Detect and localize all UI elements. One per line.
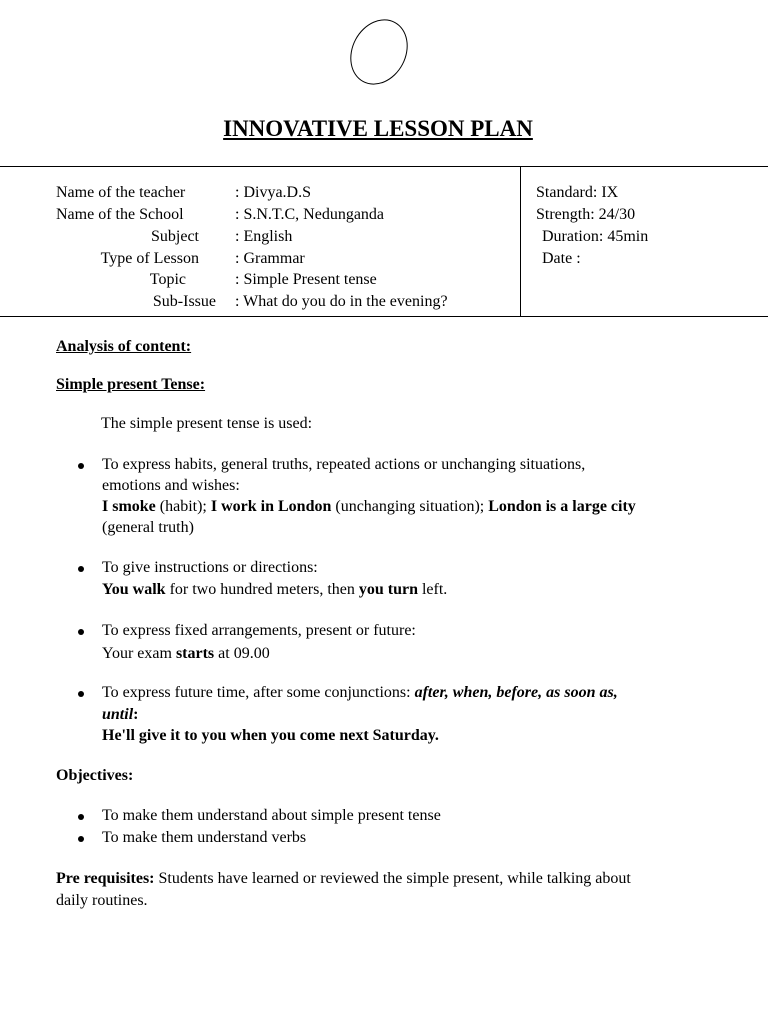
analysis-heading: Analysis of content: [56,338,192,355]
example-starts: starts [175,645,215,662]
prerequisites-label: Pre requisites: [56,870,155,887]
oval-sketch [339,9,419,94]
example-time: at 09.00 [214,645,270,662]
bullet-arrangements-example [102,645,270,663]
example-london-large-city: London is a large city [488,498,636,515]
bullet-future-line1 [102,684,618,702]
subject-label: Subject [151,228,199,245]
bullet-instructions-example [102,581,447,599]
top-rule [0,166,768,167]
conjunctions-text: after, when, before, as soon as, [414,684,618,701]
subject-value: : English [235,228,293,245]
example-i-work-in-london: I work in London [210,498,332,515]
bullet-habits-line1: To express habits, general truths, repeated actions or unchanging situations, [102,456,586,473]
example-unchanging-note: (unchanging situation); [331,498,489,515]
date-text: Date : [542,250,581,267]
page-title: INNOVATIVE LESSON PLAN [223,116,533,141]
example-your-exam: Your exam [102,645,176,662]
bullet-instructions-line1: To give instructions or directions: [102,559,318,576]
info-divider [520,166,521,316]
topic-label: Topic [149,271,186,288]
objectives-heading: Objectives: [56,767,134,784]
bullet-habits-line2: emotions and wishes: [102,477,240,494]
example-walk-text: for two hundred meters, then [165,581,359,598]
conjunction-until: until [102,706,134,723]
standard-text: Standard: IX [536,184,619,201]
type-label: Type of Lesson [100,250,199,267]
until-colon: : [133,706,139,723]
teacher-label: Name of the teacher [56,184,186,201]
bullet-habits-line4: (general truth) [102,519,194,536]
prerequisites-line2: daily routines. [56,892,148,909]
intro-text: The simple present tense is used: [101,415,313,432]
bullet-arrangements-line1: To express fixed arrangements, present or future: [102,622,416,639]
example-i-smoke: I smoke [102,498,156,515]
subissue-value: : What do you do in the evening? [235,293,448,310]
example-left-text: left. [417,581,448,598]
bullet-future-example: He'll give it to you when you come next Saturday. [102,727,439,744]
strength-text: Strength: 24/30 [536,206,636,223]
teacher-value: : Divya.D.S [235,184,311,201]
type-value: : Grammar [235,250,305,267]
subissue-label: Sub-Issue [152,293,216,310]
prerequisites-text: Students have learned or reviewed the simple present, while talking about [154,870,631,887]
topic-value: : Simple Present tense [235,271,377,288]
example-you-turn: you turn [358,581,418,598]
duration-text: Duration: 45min [542,228,649,245]
objective-item: To make them understand verbs [102,829,307,846]
school-label: Name of the School [56,206,184,223]
future-intro-text: To express future time, after some conjunctions: [102,684,415,701]
simple-present-heading: Simple present Tense: [56,376,206,393]
bullet-habits-examples [102,498,636,516]
bottom-rule [0,316,768,317]
bullet-future-line2 [102,706,138,724]
example-you-walk: You walk [102,581,166,598]
school-value: : S.N.T.C, Nedunganda [235,206,385,223]
example-habit-note: (habit); [155,498,211,515]
objective-item: To make them understand about simple present tense [102,807,441,824]
prerequisites-line1 [56,870,631,888]
